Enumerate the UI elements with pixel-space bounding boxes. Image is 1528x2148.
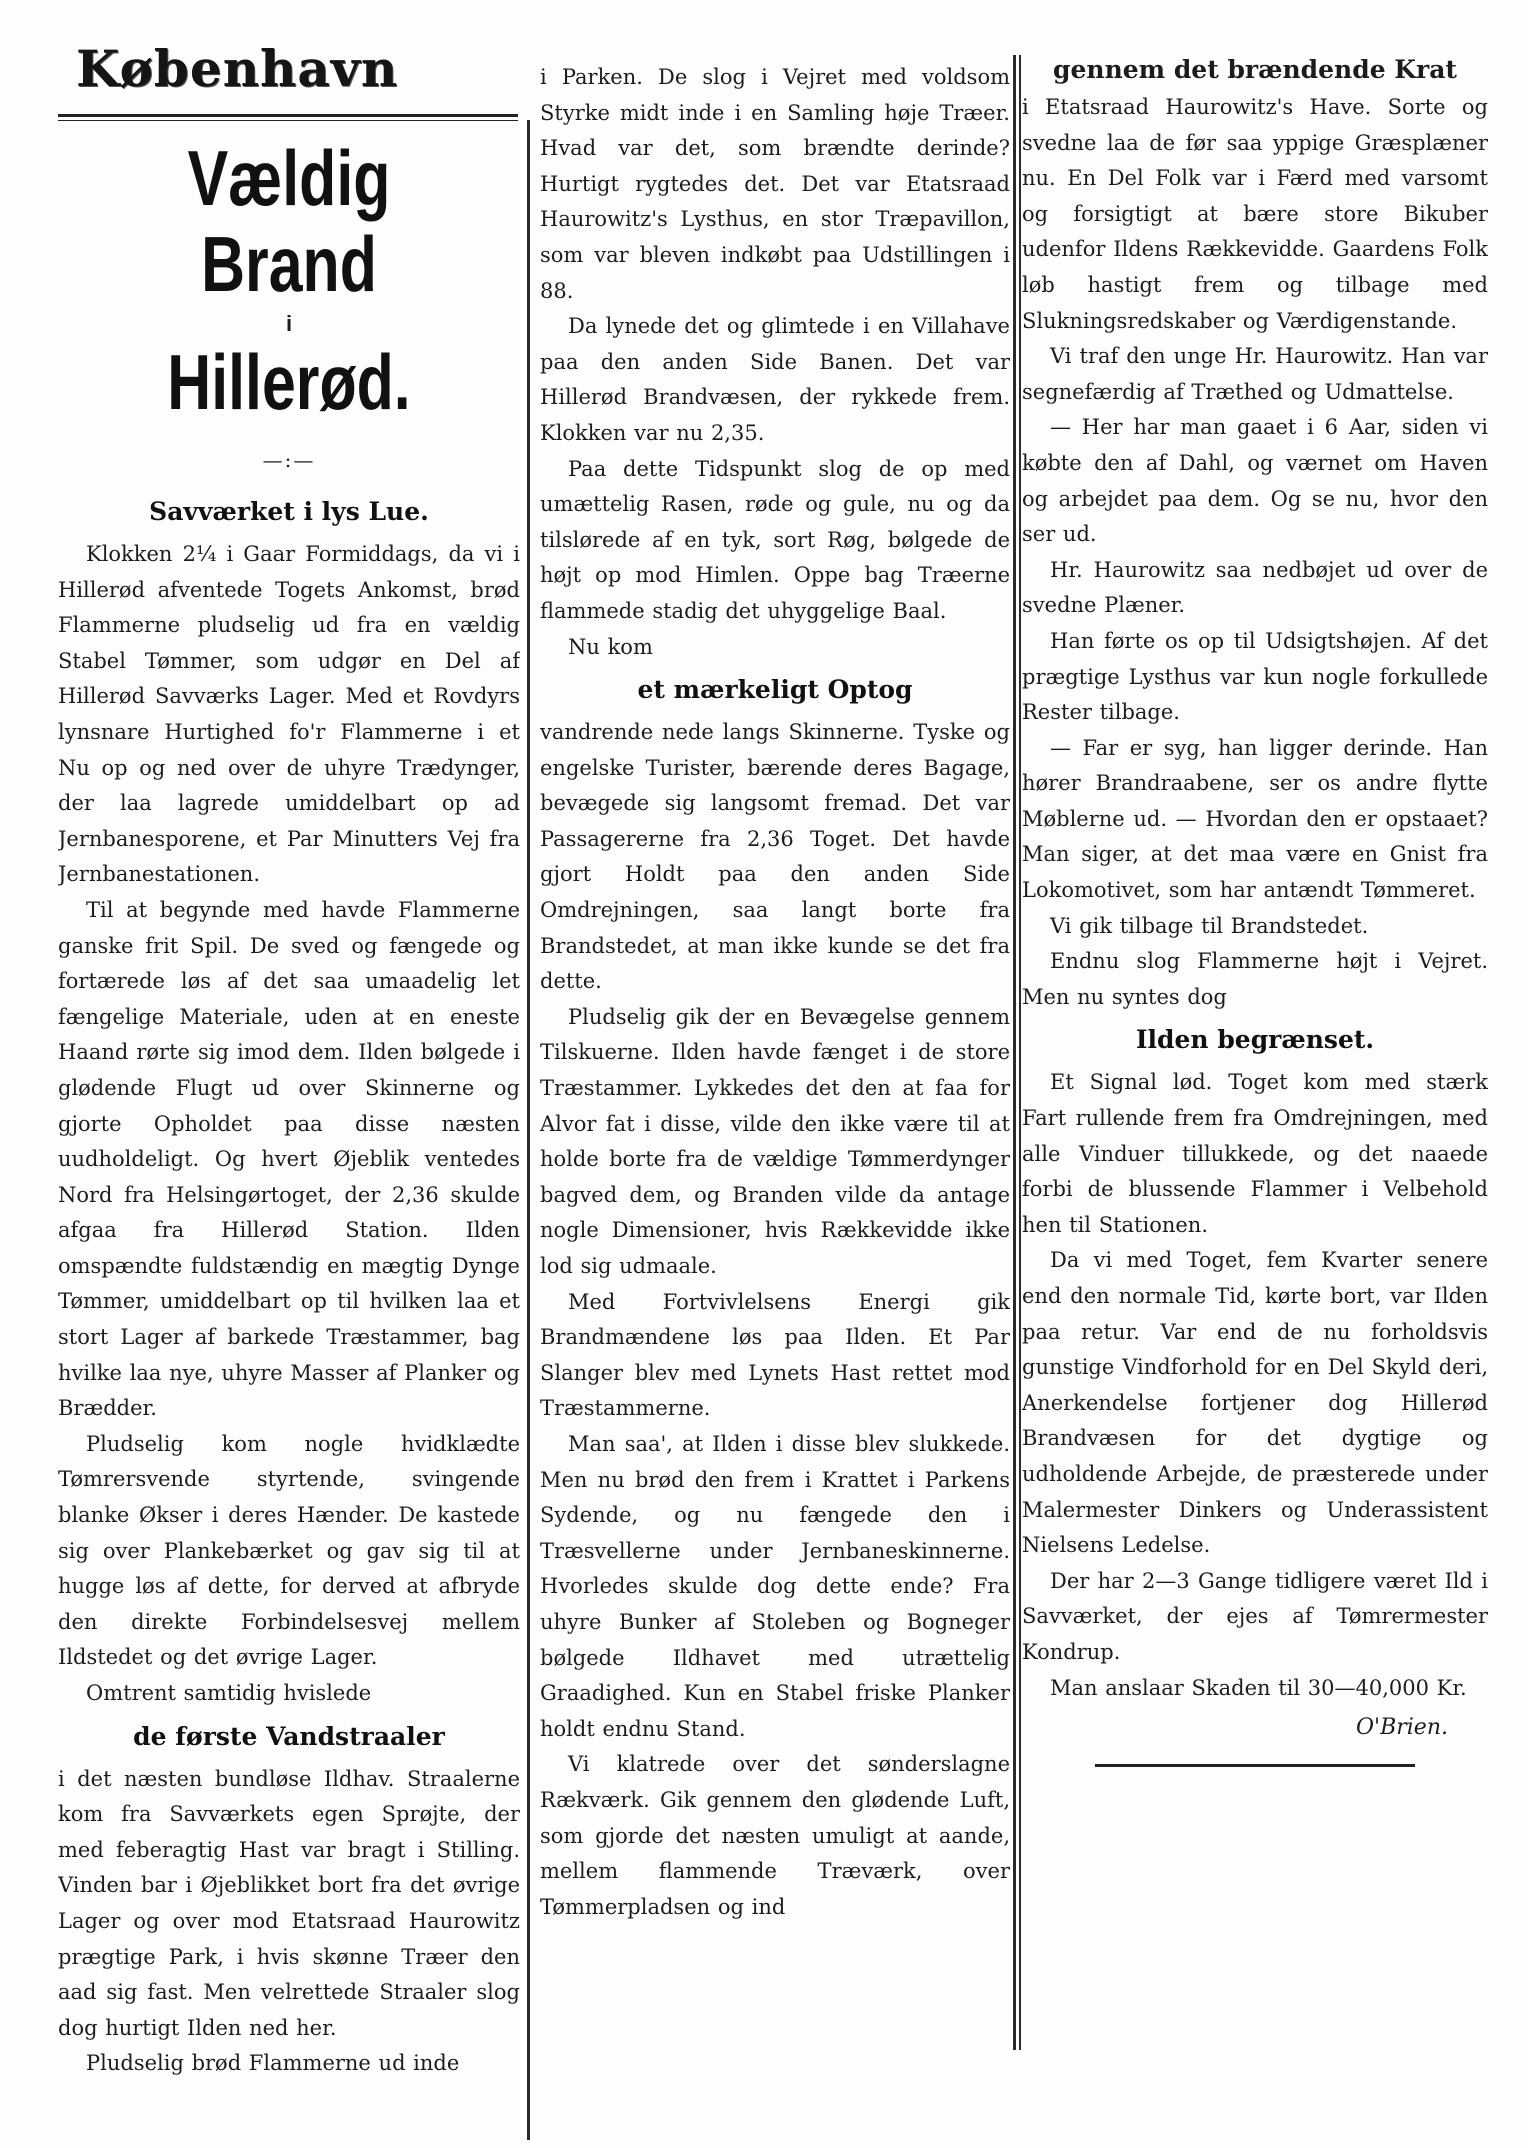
masthead: København xyxy=(76,40,399,98)
paragraph: Nu kom xyxy=(568,634,653,659)
column-divider-2 xyxy=(1013,55,1016,2050)
paragraph: Paa dette Tidspunkt slog de op med umættelig Rasen, røde og gule, nu og da tilslørede af en tyk, sort Røg, bølgede de højt op mod Himlen. Oppe bag Træerne flammede stadig det uhyggelige Baal. xyxy=(540,456,1010,623)
paragraph: Da vi med Toget, fem Kvarter senere end den normale Tid, kørte bort, var Ilden paa retur. Var end de nu forholdsvis gunstige Vindforhold for en Del Skyld deri, Anerkendelse fortjener dog Hillerød Brandvæsen for det dygtige og udholdende Arbejde, de præsterede under Malermester Dinkers og Underassistent Nielsens Ledelse. xyxy=(1022,1248,1488,1558)
column-divider-2-double xyxy=(1019,55,1021,2050)
column-divider-1 xyxy=(527,120,530,2140)
masthead-rule xyxy=(58,114,518,117)
subhead-savvaerket: Savværket i lys Lue. xyxy=(149,497,429,526)
paragraph: Til at begynde med havde Flammerne ganske frit Spil. De sved og fængede og fortærede løs af det saa umaadelig let fængelige Materiale, uden at en eneste Haand rørte sig imod dem. Ilden bølgede i glødende Flugt ud over Skinnerne og gjorte Opholdet paa disse næsten uudholdeligt. Og hvert Øjeblik ventedes Nord fra Helsingørtoget, der 2,36 skulde afgaa fra Hillerød Station. Ilden omspændte fuldstændig en mægtig Dynge Tømmer, umiddelbart op til hvilken laa et stort Lager af barkede Træstammer, bag hvilke laa nye, uhyre Masser af Planker og Brædder. xyxy=(58,897,520,1421)
paragraph: Da lynede det og glimtede i en Villahave paa den anden Side Banen. Det var Hillerød Brandvæsen, der rykkede frem. Klokken var nu 2,35. xyxy=(540,314,1010,445)
paragraph: Pludselig brød Flammerne ud inde xyxy=(86,2051,460,2076)
column-3 xyxy=(1022,52,1488,1972)
paragraph: Hr. Haurowitz saa nedbøjet ud over de svedne Plæner. xyxy=(1022,557,1488,618)
subhead-optog: et mærkeligt Optog xyxy=(637,675,913,705)
paragraph: Vi traf den unge Hr. Haurowitz. Han var segnefærdig af Træthed og Udmattelse. xyxy=(1022,344,1488,404)
author-signature: O'Brien. xyxy=(1356,1715,1448,1741)
masthead-rule-thin xyxy=(58,120,518,121)
paragraph: Han førte os op til Udsigtshøjen. Af det prægtige Lysthus var kun nogle forkullede Rester tilbage. xyxy=(1022,628,1488,725)
paragraph: Der har 2—3 Gange tidligere været Ild i Savværket, der ejes af Tømrermester Kondrup. xyxy=(1022,1568,1488,1664)
paragraph: Omtrent samtidig hvislede xyxy=(86,1681,372,1705)
paragraph: Pludselig kom nogle hvidklædte Tømrersvende styrtende, svingende blanke Økser i deres Hænder. De kastede sig over Plankebærket og gav sig til at hugge løs af dette, for derved at afbryde den direkte Forbindelsesvej mellem Ildstedet og det øvrige Lager. xyxy=(58,1431,520,1670)
paragraph: i det næsten bundløse Ildhav. Straalerne kom fra Savværkets egen Sprøjte, der med feberagtig Hast var bragt i Stilling. Vinden bar i Øjeblikket bort fra det øvrige Lager og over mod Etatsraad Haurowitz prægtige Park, i hvis skønne Træer den aad sig fast. Men velrettede Straaler slog dog hurtigt Ilden ned her. xyxy=(58,1766,520,2040)
paragraph: Vi klatrede over det sønderslagne Rækværk. Gik gennem den glødende Luft, som gjorde det næsten umuligt at aande, mellem flammende Træværk, over Tømmerpladsen og ind xyxy=(540,1752,1010,1919)
subhead-begraenset: Ilden begrænset. xyxy=(1135,1025,1375,1055)
paragraph: i Parken. De slog i Vejret med voldsom Styrke midt inde i en Samling høje Træer. Hvad var det, som brændte derinde? Hurtigt rygtedes det. Det var Etatsraad Haurowitz's Lysthus, en stor Træpavillon, som var bleven indkøbt paa Udstillingen i 88. xyxy=(540,65,1010,303)
ornament-divider: —:— xyxy=(262,448,316,472)
paragraph: Vi gik tilbage til Brandstedet. xyxy=(1050,913,1369,938)
subhead-krat: gennem det brændende Krat xyxy=(1053,55,1457,84)
paragraph: — Far er syg, han ligger derinde. Han hører Brandraabene, ser os andre flytte Møblerne ud. — Hvordan den er opstaaet? Man siger, at det maa være en Gnist fra Lokomotivet, som har antændt Tømmeret. xyxy=(1022,735,1488,903)
paragraph: Et Signal lød. Toget kom med stærk Fart rullende frem fra Omdrejningen, med alle Vinduer tillukkede, og det naaede forbi de blussende Flammer i Velbehold hen til Stationen. xyxy=(1022,1070,1488,1237)
paragraph: vandrende nede langs Skinnerne. Tyske og engelske Turister, bærende deres Bagage, bevægede sig langsomt fremad. Det var Passagererne fra 2,36 Toget. Det havde gjort Holdt paa den anden Side Omdrejningen, saa langt borte fra Brandstedet, at man ikke kunde se det fra dette. xyxy=(540,720,1010,994)
paragraph: Man saa', at Ilden i disse blev slukkede. Men nu brød den frem i Krattet i Parkens Sydende, og nu fængede den i Træsvellerne under Jernbaneskinnerne. Hvorledes skulde dog dette ende? Fra uhyre Bunker af Stoleben og Bogneger bølgede Ildhavet med utrættelig Graadighed. Kun en Stabel friske Planker holdt endnu Stand. xyxy=(540,1431,1010,1741)
paragraph: Endnu slog Flammerne højt i Vejret. Men nu syntes dog xyxy=(1022,949,1488,1009)
end-rule xyxy=(1095,1764,1415,1767)
headline-line-1: Vældig Brand xyxy=(187,134,391,308)
column-1 xyxy=(58,40,520,2140)
headline-line-2: i xyxy=(285,311,293,336)
subhead-vandstraaler: de første Vandstraaler xyxy=(133,1721,445,1751)
column-2 xyxy=(540,60,1010,2050)
headline-line-3: Hillerød. xyxy=(167,338,411,426)
paragraph: — Her har man gaaet i 6 Aar, siden vi købte den af Dahl, og værnet om Haven og arbejdet paa dem. Og se nu, hvor den ser ud. xyxy=(1022,415,1488,547)
paragraph: i Etatsraad Haurowitz's Have. Sorte og svedne laa de før saa yppige Græsplæner nu. En Del Folk var i Færd med varsomt og forsigtigt at bære store Bikuber udenfor Ildens Rækkevidde. Gaardens Folk løb hastigt frem og tilbage med Slukningsredskaber og Værdigenstande. xyxy=(1022,95,1488,333)
paragraph: Med Fortvivlelsens Energi gik Brandmændene løs paa Ilden. Et Par Slanger blev med Lynets Hast rettet mod Træstammerne. xyxy=(540,1289,1010,1421)
paragraph: Klokken 2¼ i Gaar Formiddags, da vi i Hillerød afventede Togets Ankomst, brød Flammerne pludselig ud fra en vældig Stabel Tømmer, som udgør en Del af Hillerød Savværks Lager. Med et Rovdyrs lynsnare Hurtighed fo'r Flammerne i et Nu op og ned over de uhyre Trædynger, der laa lagrede umiddelbart op ad Jernbanesporene, et Par Minutters Vej fra Jernbanestationen. xyxy=(58,542,520,887)
paragraph: Man anslaar Skaden til 30—40,000 Kr. xyxy=(1050,1675,1467,1700)
paragraph: Pludselig gik der en Bevægelse gennem Tilskuerne. Ilden havde fænget i de store Træstammer. Lykkedes det den at faa for Alvor fat i disse, vilde den ikke være til at holde borte fra de vældige Tømmerdynger bagved dem, og Branden vilde da antage nogle Dimensioner, hvis Rækkevidde ikke lod sig udmaale. xyxy=(540,1004,1010,1278)
